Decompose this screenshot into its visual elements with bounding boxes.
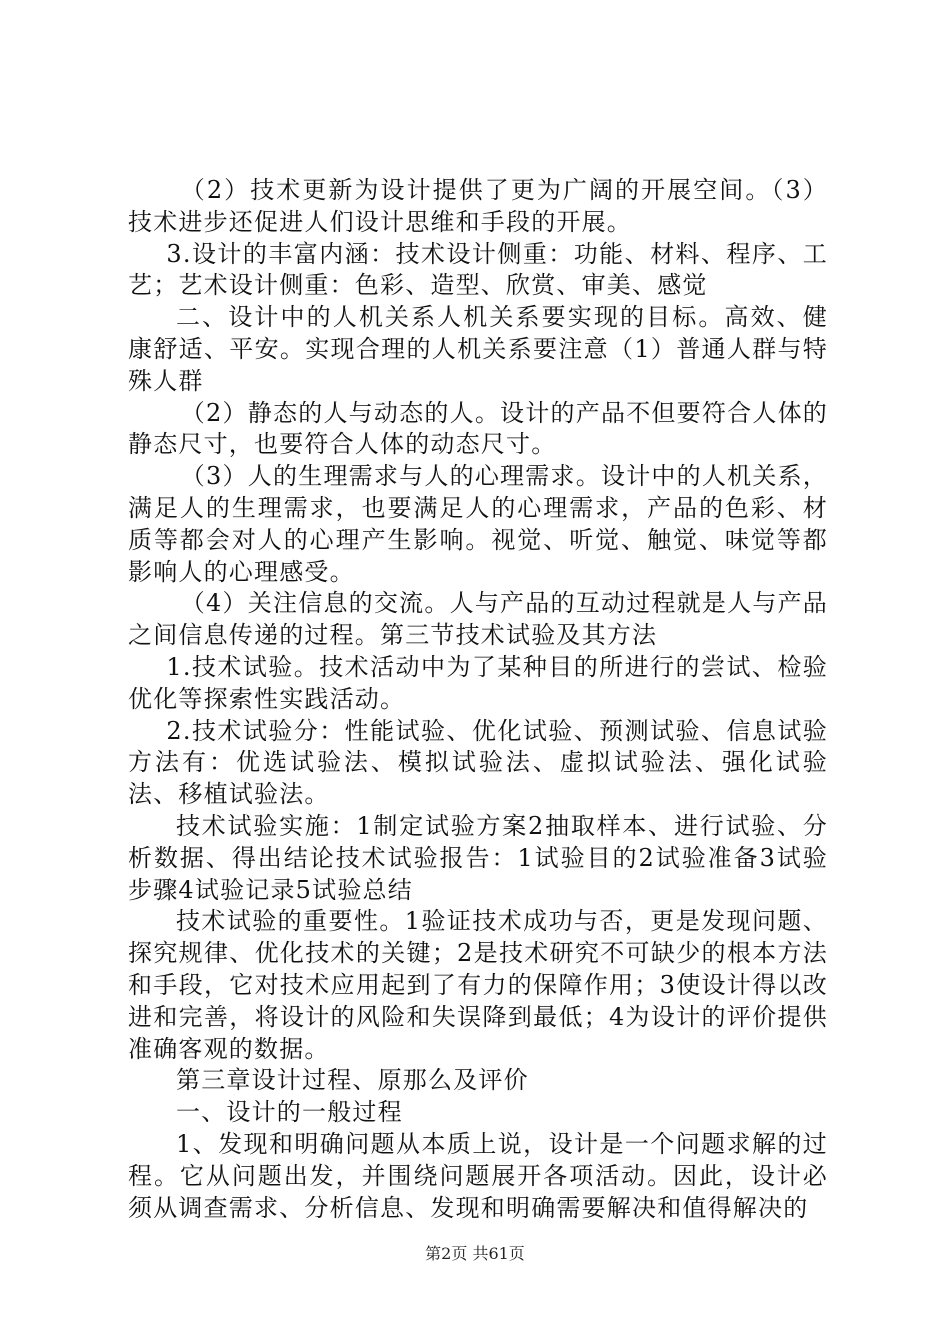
paragraph-5: （3）人的生理需求与人的心理需求。设计中的人机关系，满足人的生理需求，也要满足人的心理需求，产品的色彩、材质等都会对人的心理产生影响。视觉、听觉、触觉、味觉等都影响人的心理感受。 (128, 462, 828, 586)
paragraph-13: 1、发现和明确问题从本质上说，设计是一个问题求解的过程。它从问题出发，并围绕问题展开各项活动。因此，设计必须从调查需求、分析信息、发现和明确需要解决和值得解决的 (128, 1129, 828, 1222)
paragraph-2: 3.设计的丰富内涵：技术设计侧重：功能、材料、程序、工艺；艺术设计侧重：色彩、造型、欣赏、审美、感觉 (128, 239, 828, 300)
document-body (128, 175, 828, 1224)
page-footer: 第2页 共61页 (425, 1244, 525, 1263)
paragraph-1: （2）技术更新为设计提供了更为广阔的开展空间。（3）技术进步还促进人们设计思维和手段的开展。 (128, 176, 828, 236)
paragraph-9: 技术试验实施：1制定试验方案2抽取样本、进行试验、分析数据、得出结论技术试验报告：1试验目的2试验准备3试验步骤4试验记录5试验总结 (128, 811, 828, 904)
paragraph-8: 2.技术试验分：性能试验、优化试验、预测试验、信息试验方法有：优选试验法、模拟试验法、虚拟试验法、强化试验法、移植试验法。 (128, 716, 828, 809)
paragraph-7: 1.技术试验。技术活动中为了某种目的所进行的尝试、检验优化等探索性实践活动。 (128, 652, 828, 713)
paragraph-3: 二、设计中的人机关系人机关系要实现的目标。高效、健康舒适、平安。实现合理的人机关系要注意（1）普通人群与特殊人群 (128, 303, 828, 395)
paragraph-6: （4）关注信息的交流。人与产品的互动过程就是人与产品之间信息传递的过程。第三节技术试验及其方法 (128, 589, 828, 650)
paragraph-10: 技术试验的重要性。1验证技术成功与否，更是发现问题、探究规律、优化技术的关键；2是技术研究不可缺少的根本方法和手段，它对技术应用起到了有力的保障作用；3使设计得以改进和完善，将设计的风险和失误降到最低；4为设计的评价提供准确客观的数据。 (128, 907, 828, 1063)
chapter-heading: 第三章设计过程、原那么及评价 (176, 1066, 529, 1095)
section-heading: 一、设计的一般过程 (176, 1098, 403, 1127)
paragraph-4: （2）静态的人与动态的人。设计的产品不但要符合人体的静态尺寸，也要符合人体的动态尺寸。 (128, 398, 828, 459)
